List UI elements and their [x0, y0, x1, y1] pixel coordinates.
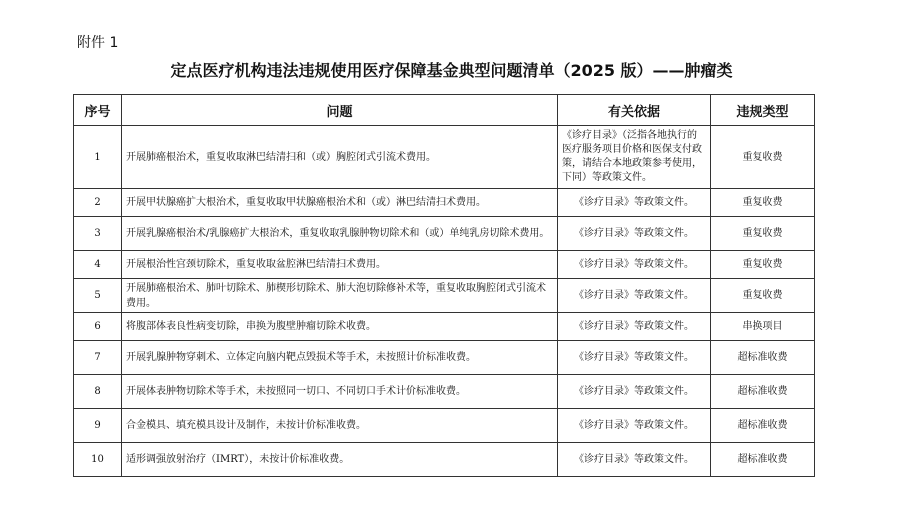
- row-basis: 《诊疗目录》等政策文件。: [558, 189, 711, 217]
- row-violation-type: 重复收费: [711, 279, 815, 313]
- row-basis: 《诊疗目录》等政策文件。: [558, 313, 711, 341]
- row-basis: 《诊疗目录》等政策文件。: [558, 443, 711, 477]
- row-basis: 《诊疗目录》等政策文件。: [558, 341, 711, 375]
- table-row: [74, 189, 815, 217]
- row-basis: 《诊疗目录》等政策文件。: [558, 375, 711, 409]
- header-basis: 有关依据: [558, 95, 711, 126]
- attachment-label: 附件 1: [77, 35, 119, 51]
- row-issue: 开展体表肿物切除术等手术，未按照同一切口、不同切口手术计价标准收费。: [122, 375, 558, 409]
- table-header-row: [74, 95, 815, 126]
- row-number: 7: [74, 341, 122, 375]
- row-number: 9: [74, 409, 122, 443]
- row-violation-type: 重复收费: [711, 126, 815, 189]
- row-number: 2: [74, 189, 122, 217]
- table-row: [74, 126, 815, 189]
- row-number: 5: [74, 279, 122, 313]
- row-issue: 适形调强放射治疗（IMRT），未按计价标准收费。: [122, 443, 558, 477]
- row-issue: 开展甲状腺癌扩大根治术，重复收取甲状腺癌根治术和（或）淋巴结清扫术费用。: [122, 189, 558, 217]
- table-row: [74, 313, 815, 341]
- row-issue: 开展肺癌根治术，重复收取淋巴结清扫和（或）胸腔闭式引流术费用。: [122, 126, 558, 189]
- row-violation-type: 重复收费: [711, 189, 815, 217]
- row-violation-type: 超标准收费: [711, 375, 815, 409]
- row-violation-type: 重复收费: [711, 217, 815, 251]
- row-issue: 开展乳腺癌根治术/乳腺癌扩大根治术，重复收取乳腺肿物切除术和（或）单纯乳房切除术费用。: [122, 217, 558, 251]
- header-violation-type: 违规类型: [711, 95, 815, 126]
- row-number: 8: [74, 375, 122, 409]
- row-issue: 合金模具、填充模具设计及制作，未按计价标准收费。: [122, 409, 558, 443]
- row-basis: 《诊疗目录》等政策文件。: [558, 217, 711, 251]
- row-number: 6: [74, 313, 122, 341]
- row-number: 1: [74, 126, 122, 189]
- issue-table: [73, 94, 815, 477]
- row-basis: 《诊疗目录》（泛指各地执行的医疗服务项目价格和医保支付政策，请结合本地政策参考使用，下同）等政策文件。: [558, 126, 711, 189]
- row-number: 10: [74, 443, 122, 477]
- table-row: [74, 409, 815, 443]
- row-issue: 开展肺癌根治术、肺叶切除术、肺楔形切除术、肺大泡切除修补术等，重复收取胸腔闭式引流术费用。: [122, 279, 558, 313]
- header-issue: 问题: [122, 95, 558, 126]
- row-violation-type: 串换项目: [711, 313, 815, 341]
- row-violation-type: 重复收费: [711, 251, 815, 279]
- table-row: [74, 279, 815, 313]
- document-title: 定点医疗机构违法违规使用医疗保障基金典型问题清单（2025 版）——肿瘤类: [170, 61, 733, 80]
- row-violation-type: 超标准收费: [711, 443, 815, 477]
- row-number: 4: [74, 251, 122, 279]
- table-row: [74, 443, 815, 477]
- table-row: [74, 375, 815, 409]
- row-basis: 《诊疗目录》等政策文件。: [558, 279, 711, 313]
- row-violation-type: 超标准收费: [711, 409, 815, 443]
- row-basis: 《诊疗目录》等政策文件。: [558, 409, 711, 443]
- table-row: [74, 251, 815, 279]
- row-basis: 《诊疗目录》等政策文件。: [558, 251, 711, 279]
- header-number: 序号: [74, 95, 122, 126]
- table-row: [74, 217, 815, 251]
- row-issue: 将腹部体表良性病变切除，串换为腹壁肿瘤切除术收费。: [122, 313, 558, 341]
- table-row: [74, 341, 815, 375]
- row-number: 3: [74, 217, 122, 251]
- row-issue: 开展根治性宫颈切除术，重复收取盆腔淋巴结清扫术费用。: [122, 251, 558, 279]
- row-issue: 开展乳腺肿物穿刺术、立体定向脑内靶点毁损术等手术，未按照计价标准收费。: [122, 341, 558, 375]
- row-violation-type: 超标准收费: [711, 341, 815, 375]
